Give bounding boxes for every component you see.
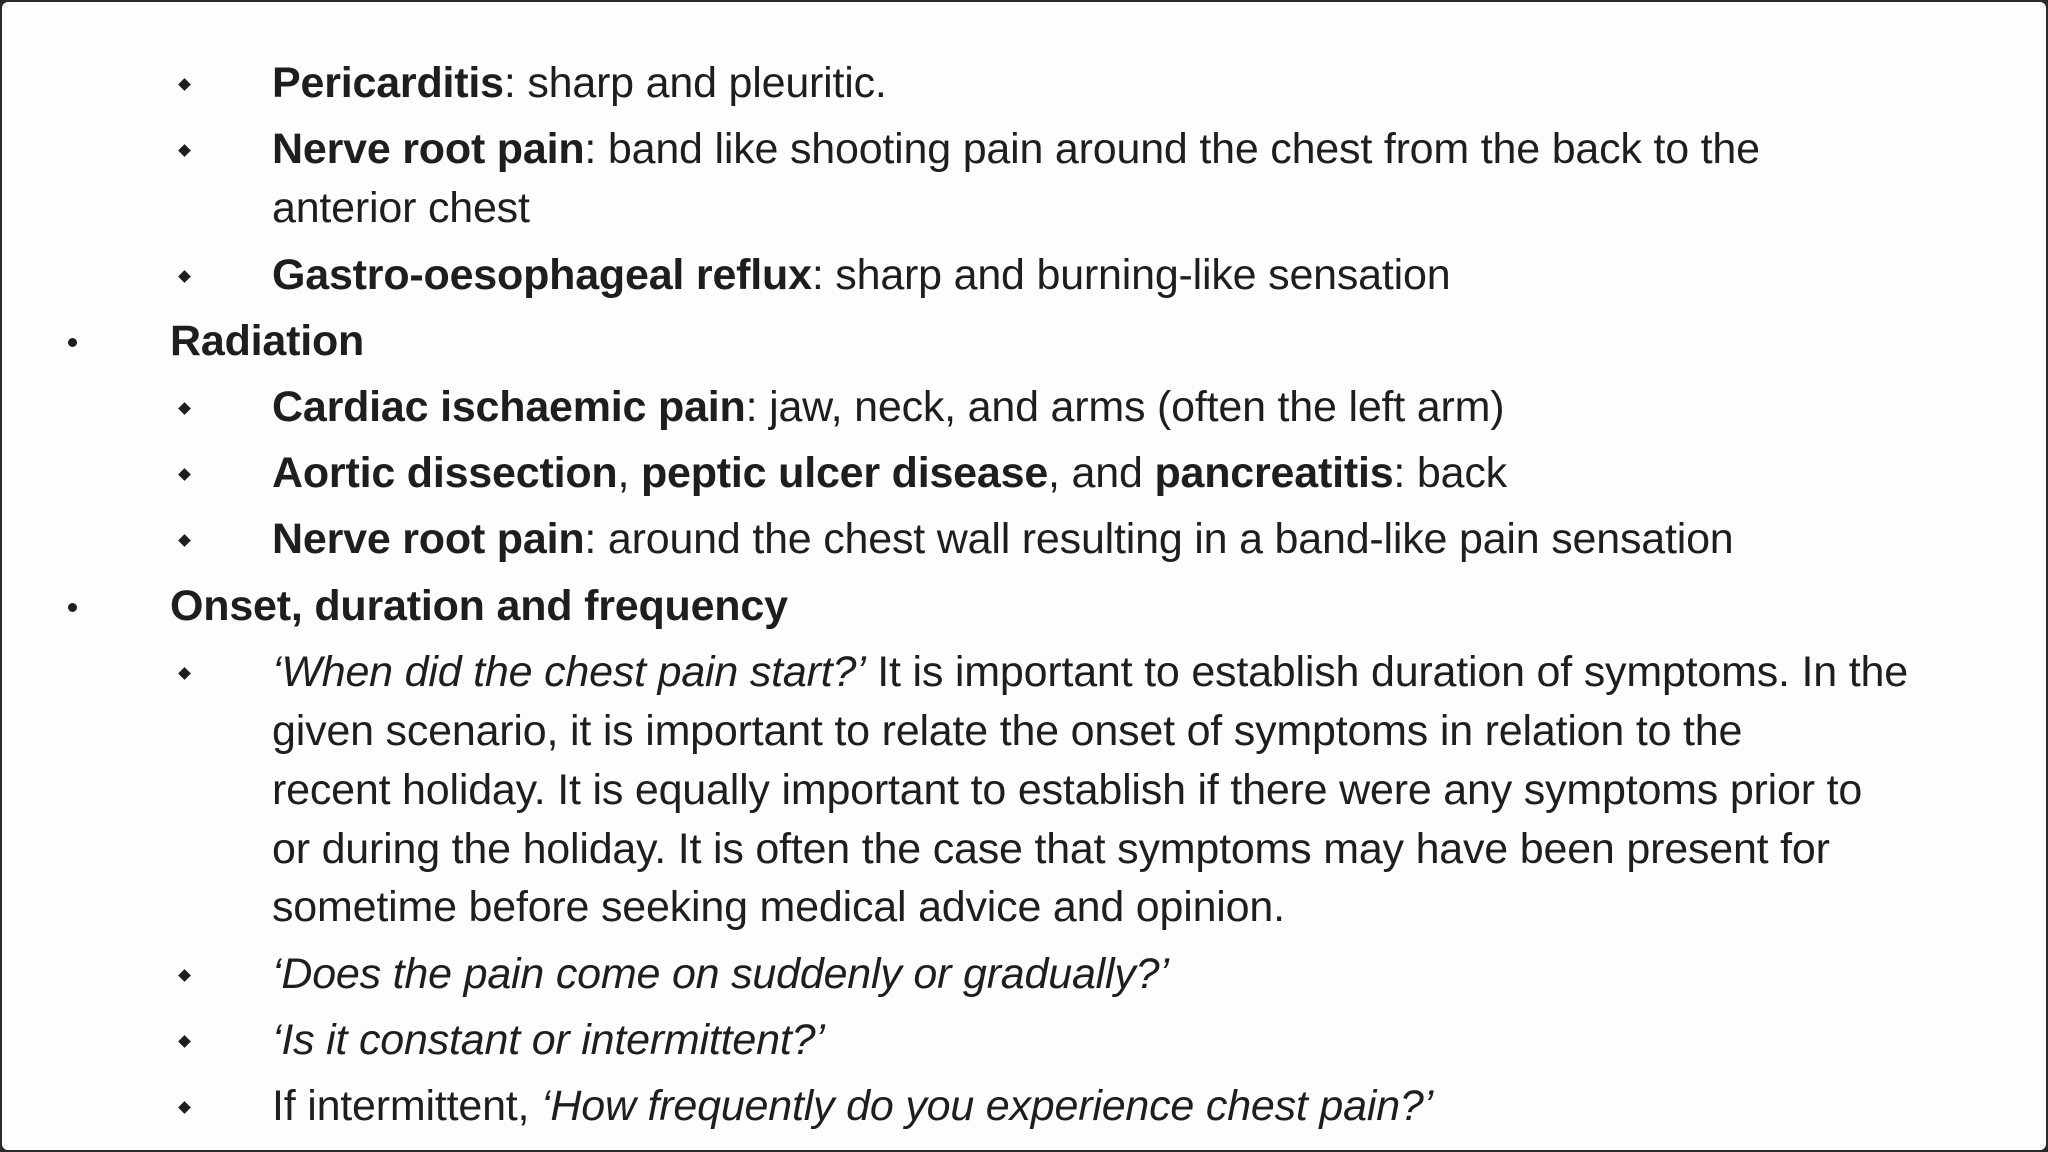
bold-term: peptic ulcer disease — [640, 449, 1049, 497]
italic-question: ‘When did the chest pain start?’ — [272, 648, 866, 696]
list-item — [272, 643, 1908, 702]
body-text: recent holiday. It is equally important to establish if there were any symptoms prior to — [272, 766, 1863, 814]
bold-term: pancreatitis — [1154, 449, 1394, 497]
body-text: : band like shooting pain around the chest from the back to the — [584, 125, 1760, 173]
body-text: , and — [1048, 449, 1155, 497]
bold-term: Gastro-oesophageal reflux — [272, 251, 812, 299]
list-item-continuation — [272, 820, 1830, 879]
body-text: , — [617, 449, 641, 497]
list-item-continuation — [272, 878, 1285, 937]
body-text: or during the holiday. It is often the case that symptoms may have been present for — [272, 825, 1830, 873]
list-item — [272, 945, 1169, 1004]
list-item — [272, 1077, 1433, 1136]
body-text: given scenario, it is important to relate the onset of symptoms in relation to the — [272, 707, 1743, 755]
bold-term: Onset, duration and frequency — [170, 582, 788, 630]
list-item — [272, 444, 1507, 503]
document-page — [2, 2, 2046, 1150]
body-text: : jaw, neck, and arms (often the left arm) — [745, 383, 1505, 431]
body-text: : back — [1393, 449, 1507, 497]
list-item-continuation — [272, 702, 1742, 761]
body-text: If intermittent, — [272, 1082, 542, 1130]
body-text: : around the chest wall resulting in a band-like pain sensation — [584, 515, 1734, 563]
list-item-continuation — [272, 179, 530, 238]
diamond-bullet-icon — [178, 1035, 191, 1048]
diamond-bullet-icon — [178, 969, 191, 982]
list-item — [272, 54, 887, 113]
diamond-bullet-icon — [178, 270, 191, 283]
bold-term: Aortic dissection — [272, 449, 618, 497]
list-item — [272, 1011, 825, 1070]
list-item-continuation — [272, 761, 1862, 820]
body-text: : sharp and burning-like sensation — [811, 251, 1451, 299]
bold-term: Nerve root pain — [272, 515, 585, 563]
bold-term: Pericarditis — [272, 59, 504, 107]
bold-term: Radiation — [170, 317, 365, 365]
round-bullet-icon — [68, 603, 77, 612]
italic-question: ‘Is it constant or intermittent?’ — [272, 1016, 825, 1064]
round-bullet-icon — [68, 338, 77, 347]
italic-question: ‘Does the pain come on suddenly or gradually?’ — [272, 950, 1169, 998]
diamond-bullet-icon — [178, 468, 191, 481]
diamond-bullet-icon — [178, 78, 191, 91]
body-text: sometime before seeking medical advice and opinion. — [272, 883, 1285, 931]
diamond-bullet-icon — [178, 402, 191, 415]
diamond-bullet-icon — [178, 144, 191, 157]
body-text: : sharp and pleuritic. — [503, 59, 887, 107]
bold-term: Nerve root pain — [272, 125, 585, 173]
body-text: It is important to establish duration of symptoms. In the — [865, 648, 1908, 696]
diamond-bullet-icon — [178, 667, 191, 680]
diamond-bullet-icon — [178, 1101, 191, 1114]
list-item — [272, 378, 1504, 437]
section-heading — [170, 312, 364, 371]
list-item — [272, 120, 1760, 179]
section-heading — [170, 577, 788, 636]
italic-question: ‘How frequently do you experience chest pain?’ — [541, 1082, 1433, 1130]
bold-term: Cardiac ischaemic pain — [272, 383, 746, 431]
list-item — [272, 246, 1450, 305]
body-text: anterior chest — [272, 184, 530, 232]
diamond-bullet-icon — [178, 534, 191, 547]
list-item — [272, 510, 1734, 569]
